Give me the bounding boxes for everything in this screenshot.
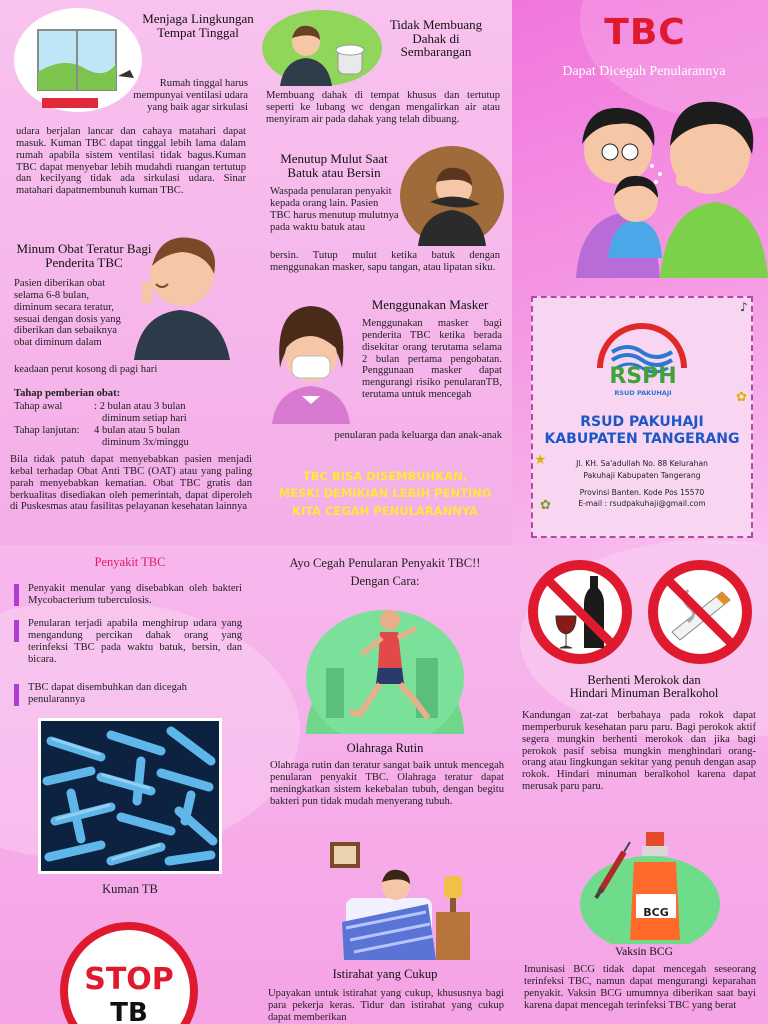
flower-icon: ✿ (736, 390, 747, 405)
section-title-dahak: Tidak Membuang Dahak di Sembarangan (389, 17, 483, 60)
section-title-minum-obat: Minum Obat Teratur Bagi Penderita TBC (16, 241, 152, 270)
section-title-merokok-2: Hindari Minuman Beralkohol (569, 686, 719, 701)
bacteria-photo (38, 718, 222, 874)
section-title-masker: Menggunakan Masker (371, 297, 489, 312)
section-body-batuk-a: Waspada penularan penyakit kepada orang lain. Pasien TBC harus menutup mulutnya pada waktu batuk atau (270, 186, 399, 233)
tahap-awal-label: Tahap awal (14, 401, 63, 412)
star-icon: ★ (534, 452, 547, 468)
intro-text (262, 555, 508, 590)
section-title-batuk: Menutup Mulut Saat Batuk atau Bersin (280, 151, 388, 180)
address-line-3: Provinsi Banten. Kode Pos 15570 (579, 487, 705, 497)
bullet-marker (14, 620, 19, 642)
section-title-lingkungan: Menjaga Lingkungan Tempat Tinggal (142, 11, 254, 40)
tahap-lanjut-label: Tahap lanjutan: (14, 424, 80, 436)
bacteria-caption: Kuman TB (102, 882, 158, 896)
section-title-merokok-1: Berhenti Merokok dan (587, 673, 701, 687)
bullet-marker (14, 684, 19, 706)
cover-title: TBC (604, 12, 686, 53)
hospital-name-line-2: KABUPATEN TANGERANG (544, 431, 740, 448)
vaccine-illustration (580, 832, 720, 944)
tahap-awal-value: : 2 bulan atau 3 bulan (94, 401, 186, 412)
hospital-logo-text: RSPH (609, 364, 677, 389)
section-body-merokok: Kandungan zat-zat berbahaya pada rokok dapat memperburuk kesehatan paru paru. Bagi perokok aktif segera mungkin berhenti merokok dan jika bagi perokok pasif sebisa mungkin menghindari orang-orang atau lingkungan sekitar yang penuh dengan asap rokok. Hindari minuman beralkohol karena dapat merusak paru paru. (522, 710, 756, 793)
bullet-text-2: Penularan terjadi apabila menghirup udara yang mengandung percikan dahak orang yang terinfeksi TBC pada waktu batuk, bersin, dan bicara. (28, 618, 242, 665)
tahap-title: Tahap pemberian obat: (14, 388, 121, 399)
section-body-minum-obat-a: Pasien diberikan obat selama 6-8 bulan, diminum secara teratur, sesuai dengan dosis yang diberikan dan sebaiknya obat diminum dalam (14, 278, 121, 349)
section-body-masker-b: penularan pada keluarga dan anak-anak (334, 430, 502, 441)
slogan (262, 468, 508, 520)
mask-woman-illustration (266, 298, 356, 424)
stop-text: STOP (84, 962, 174, 997)
coughing-kids-illustration (556, 88, 768, 278)
section-body-dahak: Membuang dahak di tempat khusus dan tertutup seperti ke lubang wc dengan mengalirkan air atau menyiram air pada dahak yang telah dibuang. (266, 90, 500, 125)
section-body-minum-obat-c: Bila tidak patuh dapat menyebabkan pasien menjadi kebal terhadap Obat Anti TBC (OAT) atau yang paling parah menyebabkan kematian. Obat TBC gratis dan berkualitas disediakan oleh pemerintah, dapat diperoleh di Puskesmas atau fasilitas pelayanan kesehatan lainnya (10, 454, 252, 513)
email-line: E-mail : rsudpakuhaji@gmail.com (578, 499, 706, 509)
slogan-line-1: TBC BISA DISEMBUHKAN, (302, 469, 468, 483)
tahap-lanjut-value2: diminum 3x/minggu (102, 436, 189, 448)
vaccine-bottle-label: BCG (643, 906, 669, 919)
section-title-merokok (520, 674, 768, 700)
hospital-name (531, 414, 753, 448)
hospital-logo-small: RSUD PAKUHAJI (614, 389, 672, 397)
section-body-lingkungan-a: Rumah tinggal harus mempunyai ventilasi udara yang baik agar sirkulasi (133, 78, 248, 113)
bullet-marker (14, 584, 19, 606)
address-line-1: Jl. KH. Sa'adullah No. 88 Kelurahan (576, 459, 708, 468)
section-body-masker-a: Menggunakan masker bagi penderita TBC ketika berada disekitar orang terutama selama 2 bulan pertama pengobatan. Penggunaan masker dapat mengurangi risiko penularanTB, terutama untuk mencegah (362, 318, 502, 401)
section-title-istirahat: Istirahat yang Cukup (332, 967, 438, 981)
running-illustration (306, 598, 464, 734)
tahap-table (14, 401, 254, 448)
section-title-olahraga: Olahraga Rutin (346, 741, 424, 755)
bullet-text-3: TBC dapat disembuhkan dan dicegah penularannya (28, 682, 187, 705)
hospital-name-line-1: RSUD PAKUHAJI (580, 414, 704, 430)
bullet-text-1: Penyakit menular yang disebabkan oleh bakteri Mycobacterium tuberculosis. (28, 583, 242, 606)
tb-text: TB (110, 998, 148, 1024)
section-body-minum-obat-b: keadaan perut kosong di pagi hari (14, 364, 158, 375)
no-alcohol-icon (528, 560, 632, 664)
sleeping-illustration (326, 842, 476, 964)
section-body-olahraga: Olahraga rutin dan teratur sangat baik untuk mencegah penularan penyakit TBC. Olahraga teratur dapat meningkatkan sistem kekebalan tubuh, dengan begitu bakteri pun tidak mudah menyerang tubuh. (270, 760, 504, 807)
tahap-awal-value2: diminum setiap hari (102, 412, 187, 424)
section-body-istirahat: Upayakan untuk istirahat yang cukup, khususnya bagi para pekerja keras. Tidur dan istirahat yang cukup dapat memberikan (268, 988, 504, 1023)
cover-subtitle: Dapat Dicegah Penularannya (562, 64, 726, 79)
tahap-lanjut-value: 4 bulan atau 5 bulan (94, 424, 180, 436)
intro-line-1: Ayo Cegah Penularan Penyakit TBC!! (289, 556, 481, 570)
section-body-batuk-b: bersin. Tutup mulut ketika batuk dengan menggunakan masker, sapu tangan, atau lipatan siku. (270, 250, 500, 273)
coughing-illustration (400, 146, 504, 246)
section-title-vaksin: Vaksin BCG (615, 946, 673, 958)
slogan-line-2: MESKI DEMIKIAN LEBIH PENTING (278, 486, 492, 501)
penyakit-tbc-title: Penyakit TBC (94, 555, 166, 569)
flower-icon: ✿ (540, 498, 551, 513)
slogan-line-3: KITA CEGAH PENULARANNYA (292, 503, 478, 518)
music-note-icon: ♪ (740, 300, 748, 314)
section-body-vaksin: Imunisasi BCG tidak dapat mencegah seseorang terinfeksi TBC, namun dapat mengurangi keparahan penyakit. Vaksin BCG umumnya diberikan saat bayi karena dapat mencegah terinfeksi TBC yang berat (524, 964, 756, 1011)
intro-line-2: Dengan Cara: (350, 573, 420, 588)
section-body-lingkungan-b: udara berjalan lancar dan cahaya matahari dapat masuk. Kuman TBC dapat tinggal lebih lama dalam rumah apabila sistem ventilasi tidak bagus.Kuman TBC dapat menyebar lebih mudahdi ruangan tertutup dan kecilyang tidak ada sirkulasi udara. Sinar matahari dapatmembunuh kuman TBC. (16, 126, 246, 197)
person-drinking-illustration (126, 226, 234, 360)
no-smoking-icon (648, 560, 752, 664)
spitting-illustration (262, 10, 382, 86)
address-line-2: Pakuhaji Kabupaten Tangerang (583, 470, 701, 480)
hospital-address (540, 458, 744, 510)
window-illustration (14, 8, 142, 112)
